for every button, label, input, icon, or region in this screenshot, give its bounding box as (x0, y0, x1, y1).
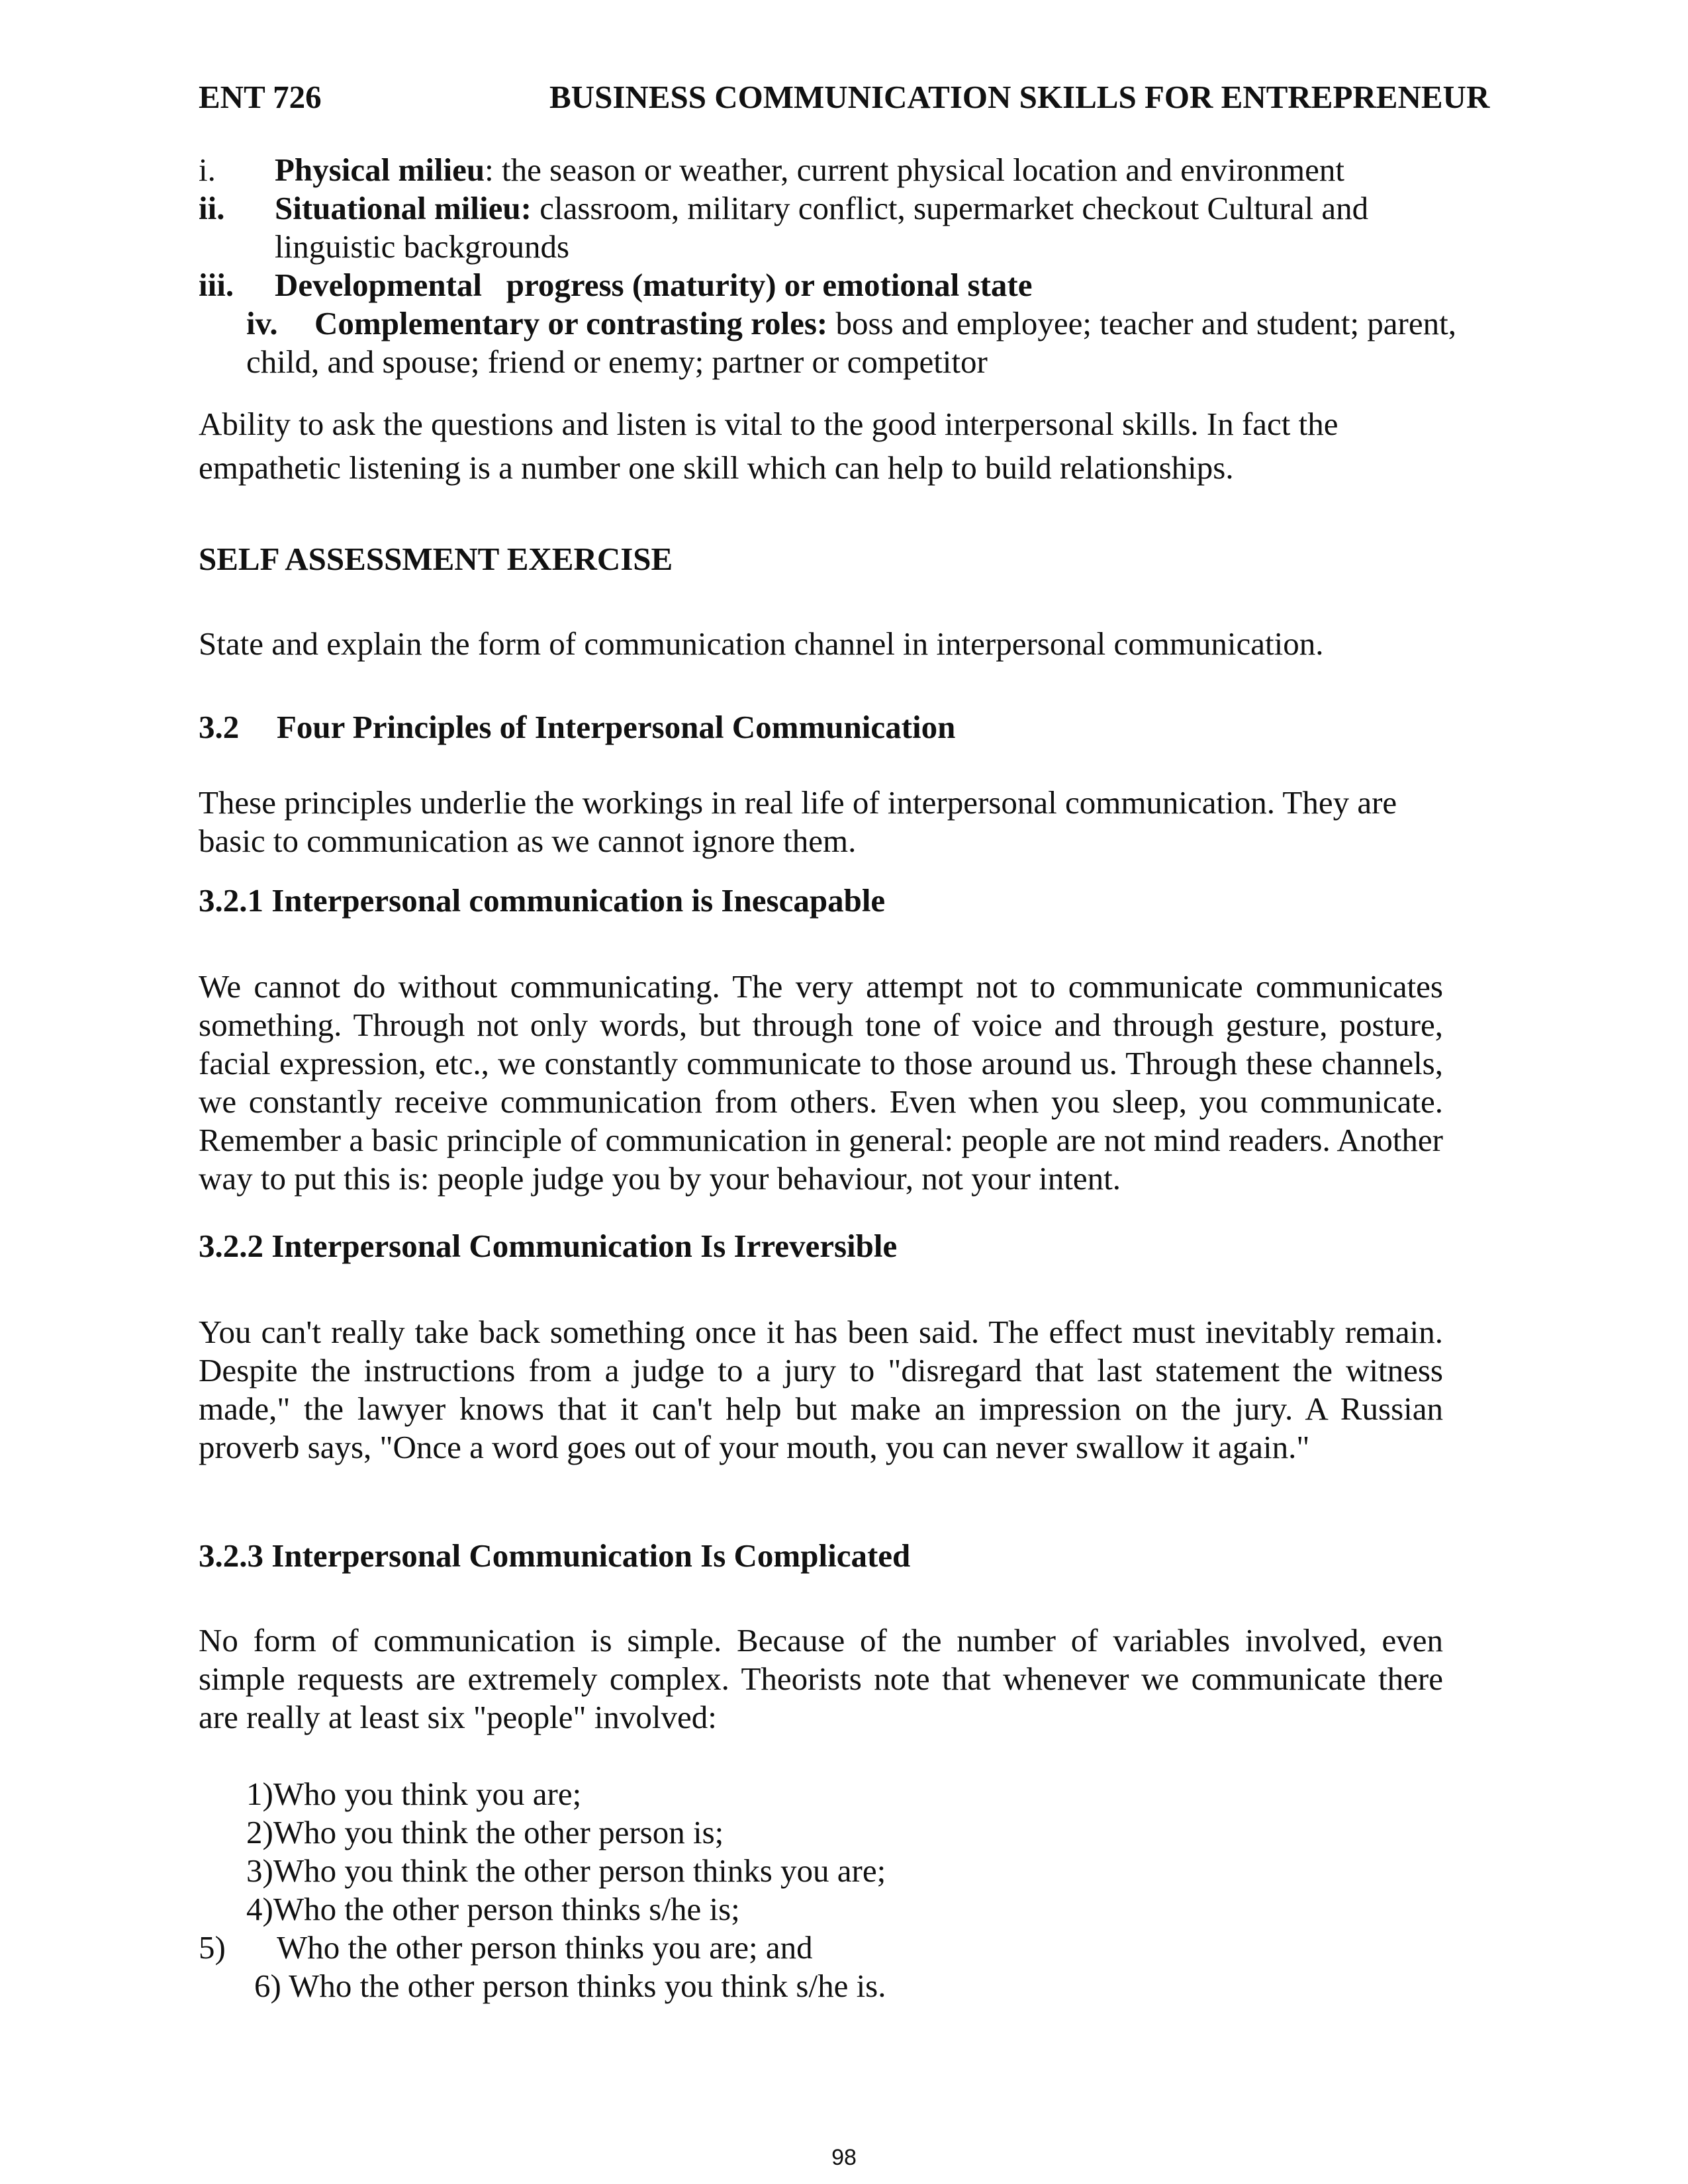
subsection-heading (199, 1227, 897, 1265)
subsection-body: You can't really take back something once it has been said. The effect must inevitably remain. Despite the instructions from a judge to a jury to "disregard that last statement the witness made," the lawyer knows that it can't help but make an impression on the jury. A Russian proverb says, "Once a word goes out of your mouth, you can never swallow it again." (199, 1314, 1443, 1465)
subsection-title: Interpersonal Communication Is Irreversible (271, 1228, 898, 1264)
subsection-heading (199, 1537, 910, 1575)
list-item: 1)Who you think you are; (246, 1776, 582, 1812)
list-term: Developmental progress (maturity) or emotional state (275, 267, 1033, 303)
list-item: 4)Who the other person thinks s/he is; (246, 1891, 740, 1927)
self-assessment-question: State and explain the form of communication channel in interpersonal communication. (199, 625, 1324, 662)
list-item (275, 189, 1368, 228)
section-number: 3.2 (199, 709, 240, 745)
list-marker: iii. (199, 267, 234, 303)
list-term: Situational milieu: (275, 190, 532, 226)
paragraph-line: Ability to ask the questions and listen is vital to the good interpersonal skills. In fact the (199, 406, 1338, 442)
list-item: 6) Who the other person thinks you think s/he is. (254, 1968, 886, 2004)
list-term: Physical milieu (275, 152, 485, 188)
subsection-heading (199, 882, 885, 920)
list-text-continuation: child, and spouse; friend or enemy; partner or competitor (246, 343, 988, 380)
list-item: 3)Who you think the other person thinks you are; (246, 1852, 886, 1889)
list-marker: ii. (199, 190, 225, 226)
list-text: classroom, military conflict, supermarket checkout Cultural and (531, 190, 1369, 226)
subsection-number: 3.2.3 (199, 1537, 263, 1574)
list-item: 2)Who you think the other person is; (246, 1814, 724, 1850)
section-intro: These principles underlie the workings in real life of interpersonal communication. They are basic to communication as we cannot ignore them. (199, 784, 1397, 859)
paragraph-line: empathetic listening is a number one skill which can help to build relationships. (199, 449, 1234, 486)
list-marker: i. (199, 152, 216, 188)
subsection-body: No form of communication is simple. Because of the number of variables involved, even simple requests are extremely complex. Theorists note that whenever we communicate there are really at least six "people" involved: (199, 1622, 1443, 1735)
list-item (314, 304, 1456, 343)
list-text-continuation: linguistic backgrounds (275, 228, 570, 265)
list-marker: 5) (199, 1929, 226, 1966)
list-item: Who the other person thinks you are; and (277, 1929, 813, 1966)
list-item (275, 151, 1344, 189)
subsection-number: 3.2.2 (199, 1228, 263, 1264)
self-assessment-heading: SELF ASSESSMENT EXERCISE (199, 541, 673, 577)
subsection-number: 3.2.1 (199, 882, 263, 919)
subsection-body: We cannot do without communicating. The very attempt not to communicate communicates something. Through not only words, but through tone of voice and through gesture, posture, facial expression, etc., we constantly communicate to those around us. Through these channels, we constantly receive communication from others. Even when you sleep, you communicate. Remember a basic principle of communication in general: people are not mind readers. Another way to put this is: people judge you by your behaviour, not your intent. (199, 968, 1443, 1197)
subsection-title: Interpersonal communication is Inescapable (271, 882, 886, 919)
list-term: Complementary or contrasting roles: (314, 305, 828, 341)
course-code: ENT 726 (199, 79, 322, 115)
list-text: the season or weather, current physical location and environment (493, 152, 1344, 188)
list-text: boss and employee; teacher and student; parent, (827, 305, 1456, 341)
subsection-title: Interpersonal Communication Is Complicated (271, 1537, 911, 1574)
page-number: 98 (831, 2145, 857, 2170)
section-title: Four Principles of Interpersonal Communication (277, 709, 956, 745)
list-marker: iv. (246, 305, 278, 341)
course-title: BUSINESS COMMUNICATION SKILLS FOR ENTREPRENEUR (549, 79, 1490, 115)
list-separator: : (485, 152, 494, 188)
